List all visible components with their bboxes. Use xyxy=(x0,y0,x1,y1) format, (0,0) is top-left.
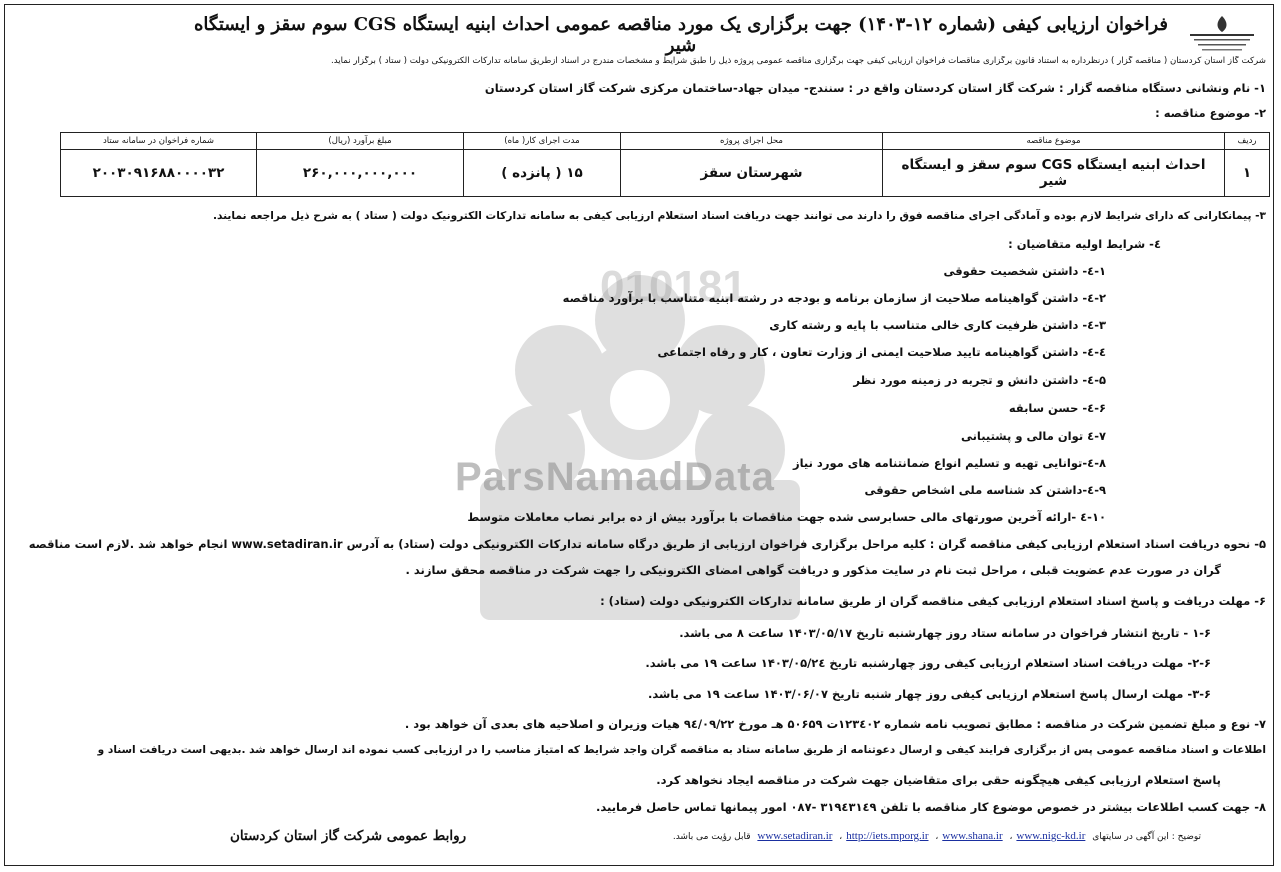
condition-item-8: ۸-٤-توانایی تهیه و تسلیم انواع ضمانتنامه های مورد نیاز xyxy=(792,456,1106,470)
section-3-eligibility: ۳- پیمانکارانی که دارای شرایط لازم بوده و آمادگی اجرای مناقصه فوق را دارند می توانند جهت دریافت اسناد استعلام ارزیابی کیفی به سامانه تدارکات الکترونیک دولت ( ستاد ) به شرح ذیل مراجعه نمایند. xyxy=(212,210,1266,222)
condition-item-5: ۵-٤- داشتن دانش و تجربه در زمینه مورد نظر xyxy=(853,373,1106,387)
tender-table xyxy=(60,132,1270,197)
cell-subject: احداث ابنیه ایستگاه CGS سوم سقز و ایستگاه شیر xyxy=(883,150,1225,197)
header-subject: موضوع مناقصه xyxy=(883,133,1225,150)
section-1-organizer: ۱- نام ونشانی دستگاه مناقصه گزار : شرکت گاز استان کردستان واقع در : سنندج- میدان جهاد-ساختمان مرکزی شرکت گاز استان کردستان xyxy=(484,81,1266,95)
footer-note xyxy=(673,830,1201,842)
condition-item-3: ۳-٤- داشتن ظرفیت کاری خالی متناسب با پایه و رشته کاری xyxy=(769,318,1106,332)
gas-company-logo-icon xyxy=(1182,12,1262,54)
section-2-subject: ۲- موضوع مناقصه : xyxy=(1155,106,1266,120)
condition-item-4: ٤-٤- داشتن گواهینامه تایید صلاحیت ایمنی از وزارت تعاون ، کار و رفاه اجتماعی xyxy=(657,345,1106,359)
section-7-paragraph-1: اطلاعات و اسناد مناقصه عمومی پس از برگزاری فرایند کیفی و ارسال دعوتنامه از طریق سامانه ستاد به مناقصه گران واجد شرایط که امتیاز مناسب را در ارزیابی کسب نموده اند ارسال خواهد شد .بدیهی است دریافت اسناد و xyxy=(97,744,1266,756)
link-iets-mporg[interactable]: http://iets.mporg.ir xyxy=(846,830,929,842)
header-estimate: مبلغ برآورد (ریال) xyxy=(257,133,464,150)
notice-title: فراخوان ارزیابی کیفی (شماره ۱۲-۱۴۰۳) جهت برگزاری یک مورد مناقصه عمومی احداث ابنیه ایستگاه CGS سوم سقز و ایستگاه شیر xyxy=(193,14,1169,56)
deadline-item-2: ۲-۶- مهلت دریافت اسناد استعلام ارزیابی کیفی روز چهارشنبه تاریخ ۱۴۰۳/۰۵/۲٤ ساعت ۱۹ می باشد. xyxy=(645,656,1211,670)
cell-duration: ۱۵ ( پانزده ) xyxy=(464,150,621,197)
condition-item-7: ۷-٤ توان مالی و پشتیبانی xyxy=(960,429,1106,443)
cell-row-number: ۱ xyxy=(1225,150,1270,197)
link-setadiran[interactable]: www.setadiran.ir xyxy=(757,830,833,842)
deadline-item-3: ۳-۶- مهلت ارسال پاسخ استعلام ارزیابی کیفی روز چهار شنبه تاریخ ۱۴۰۳/۰۶/۰۷ ساعت ۱۹ می باشد. xyxy=(647,687,1211,701)
header-row-number: ردیف xyxy=(1225,133,1270,150)
section-5-line-2: گران در صورت عدم عضویت قبلی ، مراحل ثبت نام در سایت مذکور و دریافت گواهی امضای الکترونیکی را جهت شرکت در مناقصه محقق سازند . xyxy=(405,563,1221,577)
header-duration: مدت اجرای کار( ماه) xyxy=(464,133,621,150)
cell-call-number: ۲۰۰۳۰۹۱۶۸۸۰۰۰۰۳۲ xyxy=(61,150,257,197)
table-header-row xyxy=(61,133,1270,150)
section-7-paragraph-2: پاسخ استعلام ارزیابی کیفی هیچگونه حقی برای متقاضیان جهت شرکت در مناقصه ایجاد نخواهد کرد. xyxy=(656,773,1221,787)
header-location: محل اجرای پروژه xyxy=(621,133,883,150)
cell-location: شهرستان سقز xyxy=(621,150,883,197)
intro-paragraph: شرکت گاز استان کردستان ( مناقصه گزار ) درنظرداره به استناد قانون برگزاری مناقصات فراخوان ارزیابی کیفی جهت برگزاری مناقصه عمومی پروژه ذیل را طبق شرایط و مشخصات مندرج در اسناد ازطریق سامانه تدارکات الکترونیکی دولت ( ستاد ) برگزار نماید. xyxy=(331,56,1266,66)
condition-item-2: ۲-٤- داشتن گواهینامه صلاحیت از سازمان برنامه و بودجه در رشته ابنیه متناسب با برآورد مناقصه xyxy=(562,291,1106,305)
condition-item-10: ۱۰-٤ -ارائه آخرین صورتهای مالی حسابرسی شده جهت مناقصات با برآورد بیش از ده برابر نصاب معاملات متوسط xyxy=(467,510,1106,524)
section-4-heading: ٤- شرایط اولیه متقاضیان : xyxy=(1008,237,1161,251)
section-7-guarantee: ۷- نوع و مبلغ تضمین شرکت در مناقصه : مطابق تصویب نامه شماره ۱۲۳٤۰۲ت ۵۰۶۵۹ هـ مورخ ۹٤/۰۹/۲۲ هیات وزیران و اصلاحیه های بعدی آن خواهد بود . xyxy=(404,717,1266,731)
watermark-brand: ParsNamadData xyxy=(455,455,775,499)
link-shana[interactable]: www.shana.ir xyxy=(942,830,1003,842)
footer-links: www.nigc-kd.ir، www.shana.ir، http://iets.mporg.ir، www.setadiran.ir xyxy=(757,830,1086,842)
section-6-heading: ۶- مهلت دریافت و پاسخ اسناد استعلام ارزیابی کیفی مناقصه گران از طریق سامانه تدارکات الکترونیکی دولت (ستاد) : xyxy=(600,594,1266,608)
table-row xyxy=(61,150,1270,197)
public-relations-signature: روابط عمومی شرکت گاز استان کردستان xyxy=(230,828,467,844)
condition-item-6: ۶-٤- حسن سابقه xyxy=(1008,401,1106,415)
footer-suffix: قابل رؤیت می باشد. xyxy=(672,832,751,842)
cell-estimate: ۲۶۰,۰۰۰,۰۰۰,۰۰۰ xyxy=(257,150,464,197)
section-5-line-1: ۵- نحوه دریافت اسناد استعلام ارزیابی کیفی مناقصه گران : کلیه مراحل برگزاری فراخوان ارزیابی از طریق درگاه سامانه تدارکات الکترونیکی دولت (ستاد) به آدرس www.setadiran.ir انجام خواهد شد .لازم است مناقصه xyxy=(28,537,1266,551)
link-nigc-kd[interactable]: www.nigc-kd.ir xyxy=(1016,830,1086,842)
condition-item-1: ۱-٤- داشتن شخصیت حقوقی xyxy=(943,264,1106,278)
section-8-contact: ۸- جهت کسب اطلاعات بیشتر در خصوص موضوع کار مناقصه با تلفن ۳۱۹٤۳۱٤۹ -۰۸۷ امور پیمانها تماس حاصل فرمایید. xyxy=(596,800,1266,814)
condition-item-9: ۹-٤-داشتن کد شناسه ملی اشخاص حقوقی xyxy=(864,483,1106,497)
header-call-number: شماره فراخوان در سامانه ستاد xyxy=(61,133,257,150)
deadline-item-1: ۱-۶ - تاریخ انتشار فراخوان در سامانه ستاد روز چهارشنبه تاریخ ۱۴۰۳/۰۵/۱۷ ساعت ۸ می باشد. xyxy=(679,626,1211,640)
footer-prefix: توضیح : این آگهی در سایتهای xyxy=(1092,832,1201,842)
watermark-number: 010181 xyxy=(600,262,747,311)
